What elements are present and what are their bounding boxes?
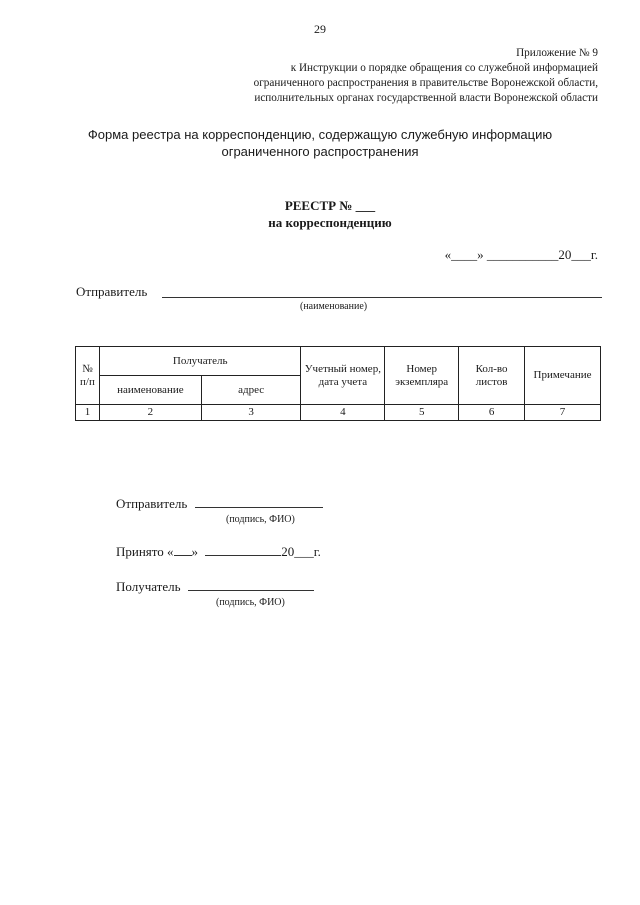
accepted-month-line <box>205 555 281 556</box>
sig-recipient-underline <box>188 590 314 591</box>
sig-recipient-row <box>116 579 314 595</box>
table-row <box>76 405 601 421</box>
sender-underline <box>162 297 602 298</box>
appendix-line-4: исполнительных органах государственной власти Воронежской области <box>254 92 598 104</box>
col-num-2: 2 <box>99 405 201 421</box>
accepted-row <box>116 544 321 560</box>
header-address: адрес <box>201 376 301 405</box>
col-num-5: 5 <box>385 405 459 421</box>
date-line: «____» ___________20___г. <box>444 247 598 262</box>
form-title <box>40 126 600 160</box>
header-number: № п/п <box>76 347 100 405</box>
form-title-line-1: Форма реестра на корреспонденцию, содержащую служебную информацию <box>87 127 553 142</box>
col-num-1: 1 <box>76 405 100 421</box>
appendix-line-1: Приложение № 9 <box>516 47 598 59</box>
col-num-4: 4 <box>301 405 385 421</box>
sig-recipient-label: Получатель <box>116 579 181 594</box>
accepted-day-line <box>174 555 192 556</box>
appendix-header <box>254 46 598 106</box>
page-number: 29 <box>314 22 326 36</box>
accepted-prefix: Принято « <box>116 544 174 559</box>
header-note: Примечание <box>525 347 601 405</box>
col-num-7: 7 <box>525 405 601 421</box>
col-num-3: 3 <box>201 405 301 421</box>
appendix-line-2: к Инструкции о порядке обращения со служебной информацией <box>290 62 598 74</box>
header-sheets: Кол-во листов <box>459 347 525 405</box>
accepted-mid: » <box>191 544 199 559</box>
sender-label: Отправитель <box>76 284 148 299</box>
header-account: Учетный номер, дата учета <box>301 347 385 405</box>
col-num-6: 6 <box>459 405 525 421</box>
register-heading <box>0 197 640 231</box>
accepted-suffix: 20___г. <box>281 544 321 559</box>
register-table <box>75 346 601 421</box>
sig-recipient-hint: (подпись, ФИО) <box>216 597 285 608</box>
header-recipient: Получатель <box>99 347 301 376</box>
sender-hint: (наименование) <box>300 301 368 312</box>
sig-sender-row <box>116 496 323 512</box>
header-name: наименование <box>99 376 201 405</box>
register-title: РЕЕСТР № ___ <box>284 198 376 213</box>
sig-sender-underline <box>195 507 323 508</box>
header-copy: Номер экземпляра <box>385 347 459 405</box>
sig-sender-label: Отправитель <box>116 496 188 511</box>
sig-sender-hint: (подпись, ФИО) <box>226 514 295 525</box>
appendix-line-3: ограниченного распространения в правительстве Воронежской области, <box>253 77 598 89</box>
register-subtitle: на корреспонденцию <box>268 215 392 230</box>
form-title-line-2: ограниченного распространения <box>221 144 419 159</box>
